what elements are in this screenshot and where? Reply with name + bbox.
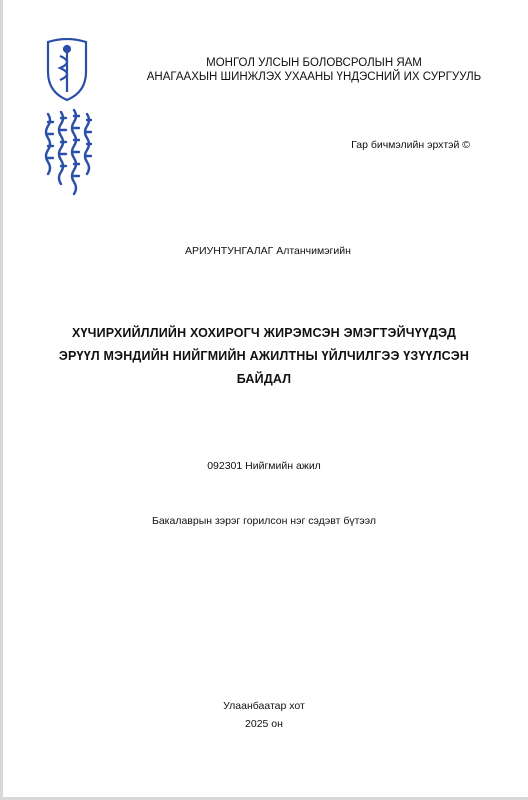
place-and-year <box>0 697 528 733</box>
scan-edge-left <box>0 0 3 800</box>
copyright-notice: Гар бичмэлийн эрхтэй © <box>351 139 470 151</box>
thesis-title <box>0 322 528 391</box>
ministry-name: МОНГОЛ УЛСЫН БОЛОВСРОЛЫН ЯАМ <box>206 57 422 69</box>
institution-header <box>100 56 528 84</box>
degree-text: Бакалаврын зэрэг горилсон нэг сэдэвт бүтээл <box>151 515 377 527</box>
thesis-title-line-2: ЭРҮҮЛ МЭНДИЙН НИЙГМИЙН АЖИЛТНЫ ҮЙЛЧИЛГЭЭ ҮЗҮҮЛСЭН <box>58 349 470 363</box>
thesis-title-line-3: БАЙДАЛ <box>236 372 292 386</box>
university-emblem-icon <box>34 38 100 208</box>
program-code: 092301 Нийгмийн ажил <box>207 460 321 472</box>
university-name: АНАГААХЫН ШИНЖЛЭХ УХААНЫ ҮНДЭСНИЙ ИХ СУРГУУЛЬ <box>146 71 482 83</box>
year: 2025 он <box>245 718 283 730</box>
thesis-title-line-1: ХҮЧИРХИЙЛЛИЙН ХОХИРОГЧ ЖИРЭМСЭН ЭМЭГТЭЙЧҮҮДЭД <box>71 326 457 340</box>
city-name: Улаанбаатар хот <box>223 700 305 712</box>
author-name: АРИУНТУНГАЛАГ Алтанчимэгийн <box>185 245 351 257</box>
